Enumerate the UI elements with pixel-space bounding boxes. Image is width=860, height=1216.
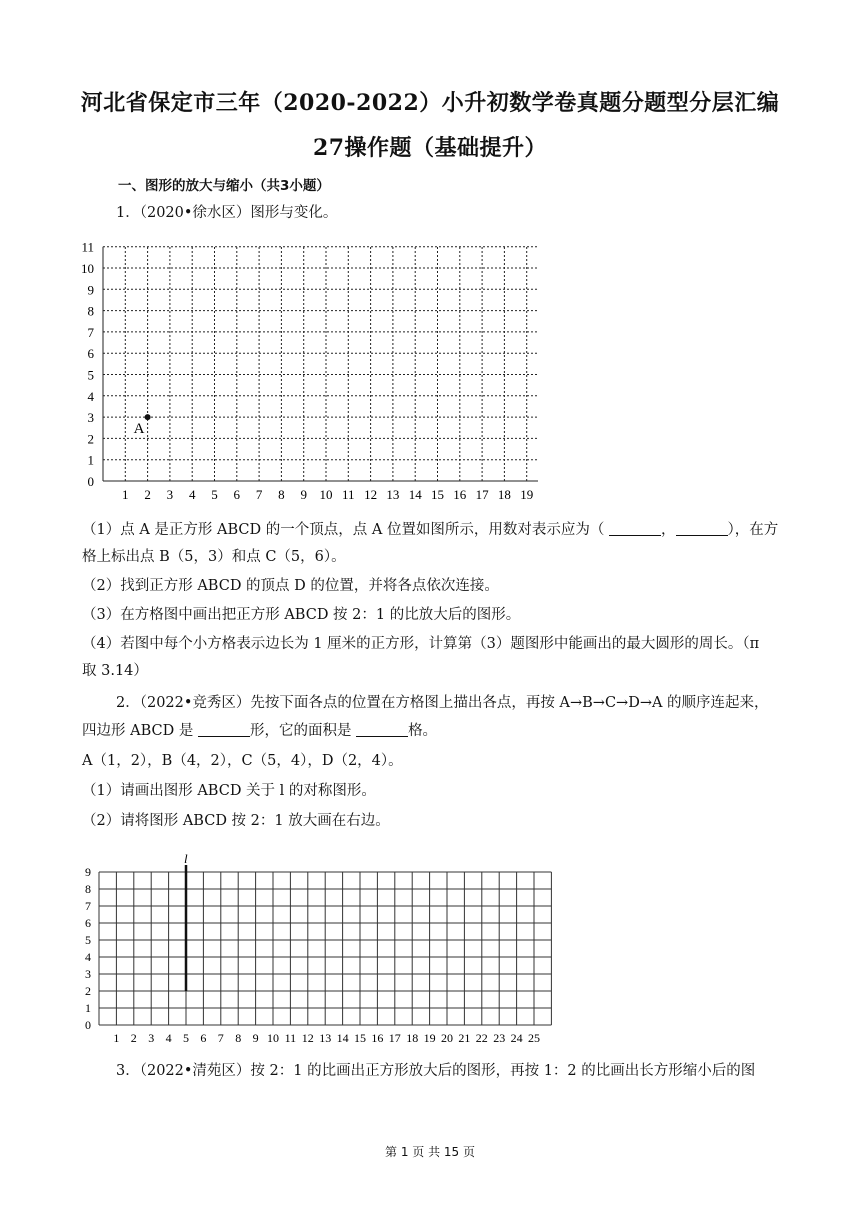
x-tick-label: 17: [475, 487, 489, 502]
q1-part1-cont: 格上标出点 B（5，3）和点 C（5，6）。: [82, 549, 346, 565]
y-tick-label: 6: [87, 346, 94, 362]
x-tick-label: 6: [200, 1031, 207, 1045]
page-title-line-1: 河北省保定市三年（2020-2022）小升初数学卷真题分题型分层汇编: [80, 90, 780, 116]
x-tick-label: 2: [130, 1031, 137, 1045]
y-tick-label: 5: [85, 933, 91, 947]
q2-part2: （2）请将图形 ABCD 按 2：1 放大画在右边。: [82, 813, 390, 829]
y-tick-label: 0: [85, 1018, 91, 1032]
x-tick-label: 24: [510, 1031, 523, 1045]
q1-part2: （2）找到正方形 ABCD 的顶点 D 的位置，并将各点依次连接。: [82, 578, 499, 594]
y-tick-label: 6: [85, 916, 91, 930]
q1-part1-text-a: （1）点 A 是正方形 ABCD 的一个顶点，点 A 位置如图所示，用数对表示应为（: [82, 522, 605, 538]
x-tick-label: 25: [528, 1031, 540, 1045]
x-tick-label: 2: [144, 487, 151, 502]
x-tick-label: 4: [188, 487, 196, 502]
y-tick-label: 8: [87, 303, 94, 319]
y-tick-label: 0: [87, 474, 94, 489]
x-tick-label: 22: [475, 1031, 488, 1045]
page-footer: 第 1 页 共 15 页: [385, 1145, 475, 1159]
x-tick-label: 19: [423, 1031, 436, 1045]
y-tick-label: 10: [81, 261, 94, 276]
q1-part1: [82, 520, 782, 540]
q3-stem: 3．（2022•清苑区）按 2：1 的比画出正方形放大后的图形，再按 1：2 的比画出长方形缩小后的图: [116, 1063, 756, 1079]
x-tick-label: 14: [336, 1031, 349, 1045]
q1-part4: （4）若图中每个小方格表示边长为 1 厘米的正方形，计算第（3）题图形中能画出的最大圆形的周长。（π: [82, 636, 760, 652]
q2-grid: [78, 840, 578, 1045]
x-tick-label: 10: [267, 1031, 279, 1045]
y-tick-label: 3: [85, 967, 91, 981]
page-title-line-2: 27操作题（基础提升）: [312, 135, 548, 161]
q2-points: A（1，2），B（4，2），C（5，4），D（2，4）。: [82, 753, 403, 769]
x-tick-label: 20: [441, 1031, 453, 1045]
q1-part4-cont: 取 3.14）: [82, 663, 148, 679]
y-tick-label: 7: [85, 899, 91, 913]
point-a-label: A: [133, 421, 145, 438]
y-tick-label: 2: [85, 984, 91, 998]
q1-part1-comma: ，: [661, 522, 676, 538]
x-tick-label: 9: [252, 1031, 259, 1045]
x-tick-label: 12: [301, 1031, 314, 1045]
q2-stem-text-1: 四边形 ABCD 是: [82, 723, 194, 739]
answer-blank-3[interactable]: [198, 722, 250, 737]
x-tick-label: 1: [122, 487, 129, 502]
y-tick-label: 5: [87, 367, 94, 383]
x-tick-label: 14: [408, 487, 422, 502]
q2-stem-text-2: 形，它的面积是: [249, 723, 352, 739]
x-tick-label: 7: [255, 487, 263, 502]
x-tick-label: 3: [148, 1031, 155, 1045]
x-tick-label: 16: [371, 1031, 384, 1045]
x-tick-label: 8: [235, 1031, 242, 1045]
x-tick-label: 5: [211, 487, 218, 502]
y-tick-label: 1: [87, 452, 94, 468]
q2-stem-cont: [82, 721, 782, 741]
answer-blank-2[interactable]: [676, 521, 728, 536]
q1-grid: [78, 228, 538, 508]
section-heading: 一、图形的放大与缩小（共3小题）: [118, 178, 330, 194]
symmetry-axis-label: l: [184, 851, 188, 866]
x-tick-label: 3: [166, 487, 174, 502]
q1-stem: 1．（2020•徐水区）图形与变化。: [116, 205, 338, 221]
x-tick-label: 10: [319, 487, 333, 502]
x-tick-label: 16: [453, 487, 467, 502]
x-tick-label: 5: [183, 1031, 189, 1045]
x-tick-label: 8: [278, 487, 285, 502]
x-tick-label: 18: [406, 1031, 419, 1045]
x-tick-label: 15: [354, 1031, 366, 1045]
x-tick-label: 21: [458, 1031, 471, 1045]
y-tick-label: 3: [87, 410, 94, 426]
x-tick-label: 19: [520, 487, 534, 502]
x-tick-label: 15: [431, 487, 444, 502]
x-tick-label: 7: [217, 1031, 224, 1045]
y-tick-label: 1: [85, 1001, 91, 1015]
y-tick-label: 4: [87, 388, 94, 404]
y-tick-label: 7: [87, 324, 94, 340]
answer-blank-4[interactable]: [356, 722, 408, 737]
x-tick-label: 12: [364, 487, 378, 502]
y-tick-label: 9: [87, 282, 94, 298]
q2-stem: 2．（2022•竞秀区）先按下面各点的位置在方格图上描出各点，再按 A→B→C→D→A 的顺序连起来，: [116, 695, 769, 711]
x-tick-label: 6: [233, 487, 241, 502]
y-tick-label: 9: [85, 865, 91, 879]
y-tick-label: 2: [87, 431, 94, 447]
x-tick-label: 11: [284, 1031, 297, 1045]
q1-part3: （3）在方格图中画出把正方形 ABCD 按 2：1 的比放大后的图形。: [82, 607, 521, 623]
x-tick-label: 11: [342, 487, 355, 502]
x-tick-label: 18: [497, 487, 511, 502]
y-tick-label: 11: [81, 239, 94, 255]
q2-part1: （1）请画出图形 ABCD 关于 l 的对称图形。: [82, 783, 376, 799]
x-tick-label: 9: [300, 487, 307, 502]
x-tick-label: 4: [165, 1031, 172, 1045]
y-tick-label: 8: [85, 882, 91, 896]
x-tick-label: 23: [493, 1031, 506, 1045]
q1-part1-text-c: ），在方: [727, 522, 779, 538]
answer-blank-1[interactable]: [609, 521, 661, 536]
x-tick-label: 17: [388, 1031, 401, 1045]
x-tick-label: 13: [386, 487, 400, 502]
x-tick-label: 13: [319, 1031, 332, 1045]
x-tick-label: 1: [113, 1031, 120, 1045]
q2-stem-text-3: 格。: [408, 723, 438, 739]
point-a-marker: [145, 414, 151, 420]
y-tick-label: 4: [85, 950, 91, 964]
